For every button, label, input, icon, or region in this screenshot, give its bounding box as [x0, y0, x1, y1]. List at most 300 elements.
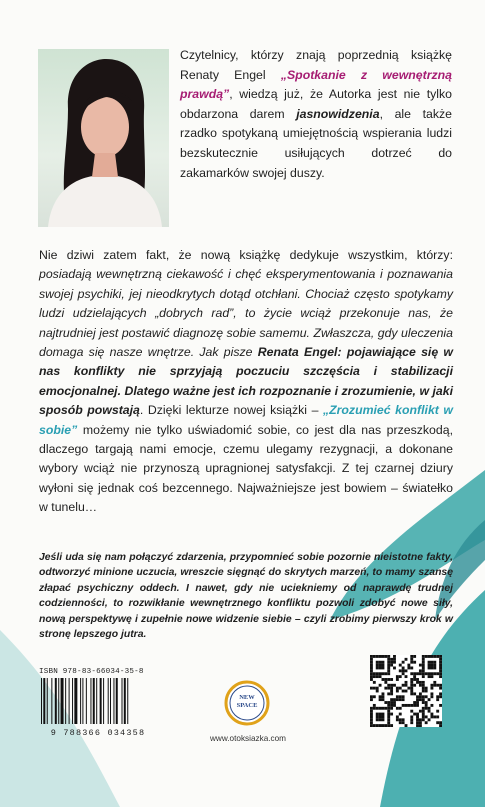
qr-module — [390, 687, 393, 690]
qr-module — [436, 655, 439, 658]
qr-module — [436, 672, 439, 675]
qr-module — [410, 655, 413, 658]
barcode-bar — [72, 678, 73, 724]
qr-module — [376, 718, 379, 721]
qr-module — [382, 692, 385, 695]
qr-module — [407, 704, 410, 707]
qr-module — [370, 724, 373, 727]
qr-module — [379, 661, 382, 664]
qr-module — [410, 692, 413, 695]
qr-module — [416, 678, 419, 681]
qr-module — [405, 675, 408, 678]
qr-module — [382, 664, 385, 667]
qr-module — [379, 655, 382, 658]
qr-module — [390, 701, 393, 704]
qr-module — [428, 710, 431, 713]
qr-module — [439, 695, 442, 698]
qr-module — [384, 678, 387, 681]
qr-module — [439, 672, 442, 675]
qr-module — [430, 655, 433, 658]
qr-module — [439, 655, 442, 658]
qr-module — [379, 698, 382, 701]
qr-module — [370, 710, 373, 713]
qr-module — [410, 667, 413, 670]
qr-module — [402, 698, 405, 701]
qr-module — [387, 713, 390, 716]
qr-module — [416, 672, 419, 675]
qr-module — [393, 698, 396, 701]
qr-module — [413, 704, 416, 707]
qr-code[interactable] — [370, 655, 442, 727]
qr-module — [419, 684, 422, 687]
intro-text-1: Czytelnicy, którzy znają poprzednią książkę Renaty Engel — [180, 48, 452, 82]
qr-module — [422, 669, 425, 672]
qr-module — [413, 655, 416, 658]
qr-module — [376, 672, 379, 675]
qr-module — [422, 701, 425, 704]
qr-module — [428, 707, 431, 710]
author-quote: : pojawiające się w nas konflikty nie sprzyjają poczuciu szczęścia i stabilizacji emocjonalnej. Dlatego ważne jest ich rozpoznanie i zrozumienie, w jaki sposób powstają — [39, 345, 453, 418]
qr-module — [430, 715, 433, 718]
qr-module — [422, 681, 425, 684]
qr-module — [387, 667, 390, 670]
publisher-logo-text — [224, 694, 270, 710]
qr-module — [436, 710, 439, 713]
barcode-bar — [41, 678, 42, 724]
qr-module — [439, 721, 442, 724]
qr-module — [410, 718, 413, 721]
qr-module — [393, 684, 396, 687]
qr-module — [370, 698, 373, 701]
qr-module — [430, 704, 433, 707]
qr-module — [430, 667, 433, 670]
qr-module — [419, 681, 422, 684]
qr-module — [399, 669, 402, 672]
qr-module — [425, 704, 428, 707]
qr-module — [390, 661, 393, 664]
qr-module — [382, 695, 385, 698]
qr-module — [370, 672, 373, 675]
qr-module — [410, 684, 413, 687]
qr-module — [370, 718, 373, 721]
qr-module — [396, 707, 399, 710]
qr-module — [393, 701, 396, 704]
body-text-4: możemy nie tylko uświadomić sobie, co jest dla nas przeszkodą, dlaczego targają nami emocje, czemu ulegamy rezygnacji, a dokonane wybory wciąż nie przynoszą upragnionej satysfakcji. Z tej czarnej dziury wyłoni się jednak coś bezcennego. Najważniejsze jest bowiem – światełko w tunelu… — [39, 422, 453, 515]
qr-module — [425, 672, 428, 675]
qr-module — [382, 678, 385, 681]
qr-module — [370, 713, 373, 716]
qr-module — [379, 675, 382, 678]
qr-module — [376, 690, 379, 693]
barcode-bar — [96, 678, 97, 724]
qr-module — [425, 707, 428, 710]
qr-module — [410, 658, 413, 661]
qr-module — [402, 704, 405, 707]
qr-module — [422, 687, 425, 690]
isbn-label: ISBN 978-83-66034-35-8 — [39, 668, 144, 676]
qr-module — [373, 681, 376, 684]
qr-module — [416, 681, 419, 684]
qr-module — [379, 672, 382, 675]
qr-module — [399, 687, 402, 690]
qr-module — [419, 721, 422, 724]
intro-paragraph — [180, 46, 452, 183]
qr-module — [384, 655, 387, 658]
qr-module — [419, 698, 422, 701]
qr-module — [430, 692, 433, 695]
qr-module — [373, 695, 376, 698]
qr-module — [370, 675, 373, 678]
qr-module — [413, 692, 416, 695]
barcode-bar — [80, 678, 81, 724]
qr-module — [390, 690, 393, 693]
qr-module — [419, 692, 422, 695]
qr-module — [379, 664, 382, 667]
neck-shape — [92, 153, 118, 177]
qr-module — [413, 661, 416, 664]
qr-module — [387, 707, 390, 710]
qr-module — [416, 695, 419, 698]
closing-quote: Jeśli uda się nam połączyć zdarzenia, przypomnieć sobie pozornie nieistotne fakty, odtworzyć minione uczucia, wreszcie sięgnąć do skrytych marzeń, to mamy szansę złapać psychiczny oddech. I nawet, gdy nie uciekniemy od naprawdę trudnej codzienności, to rozwikłanie wewnętrznego konfliktu pozwoli zdobyć nowe siły, nową perspektywę i zupełnie nowe widzenie siebie – czyli zrobimy pierwszy krok w stronę lepszego jutra. — [39, 552, 453, 641]
qr-module — [390, 724, 393, 727]
qr-module — [384, 681, 387, 684]
qr-module — [422, 664, 425, 667]
qr-module — [419, 718, 422, 721]
qr-module — [422, 718, 425, 721]
qr-module — [387, 718, 390, 721]
qr-module — [387, 701, 390, 704]
qr-module — [422, 672, 425, 675]
qr-module — [382, 715, 385, 718]
logo-line-1: NEW — [239, 694, 255, 701]
gift-word: jasnowidzenia — [296, 106, 380, 121]
qr-module — [439, 675, 442, 678]
qr-module — [405, 690, 408, 693]
qr-module — [425, 701, 428, 704]
qr-module — [430, 664, 433, 667]
qr-module — [436, 684, 439, 687]
qr-module — [390, 684, 393, 687]
qr-module — [410, 678, 413, 681]
qr-module — [430, 661, 433, 664]
qr-module — [410, 672, 413, 675]
qr-module — [439, 667, 442, 670]
qr-module — [376, 715, 379, 718]
qr-module — [422, 707, 425, 710]
qr-module — [387, 721, 390, 724]
qr-module — [407, 687, 410, 690]
qr-module — [373, 707, 376, 710]
barcode-bar — [58, 678, 59, 724]
qr-module — [390, 664, 393, 667]
qr-module — [422, 690, 425, 693]
barcode-bar — [61, 678, 64, 724]
author-name: Renata Engel — [257, 345, 338, 360]
qr-module — [379, 707, 382, 710]
qr-module — [399, 698, 402, 701]
barcode-bar — [47, 678, 48, 724]
publisher-url[interactable]: www.otoksiazka.com — [210, 734, 286, 743]
qr-module — [382, 655, 385, 658]
qr-module — [422, 713, 425, 716]
body-italic-text: posiadają wewnętrzną ciekawość i chęć eksperymentowania i poznawania swojej psychiki, jej nieodkrytych dotąd otchłani. Chociaż często spotykamy ludzi udzielających „dobrych rad”, to życie wciąż przekonuje nas, że najtrudniej jest postawić diagnozę sobie samemu. Zwłaszcza, gdy uleczenia domaga się nasze wnętrze. Jak pisze — [39, 267, 453, 360]
qr-module — [425, 655, 428, 658]
qr-module — [376, 687, 379, 690]
qr-module — [393, 661, 396, 664]
qr-module — [382, 698, 385, 701]
barcode-bar — [124, 678, 126, 724]
qr-module — [393, 704, 396, 707]
qr-module — [382, 661, 385, 664]
qr-module — [439, 684, 442, 687]
qr-module — [387, 655, 390, 658]
body-text-3: . Dzięki lekturze nowej książki – — [139, 403, 323, 418]
qr-module — [376, 713, 379, 716]
qr-module — [393, 655, 396, 658]
qr-module — [402, 718, 405, 721]
intro-text-2: , wiedzą już, że Autorka jest nie tylko obdarzona darem — [180, 87, 452, 121]
author-photo — [38, 49, 169, 227]
qr-module — [410, 661, 413, 664]
qr-module — [416, 715, 419, 718]
qr-module — [373, 655, 376, 658]
qr-module — [402, 672, 405, 675]
qr-module — [402, 684, 405, 687]
qr-module — [379, 713, 382, 716]
qr-module — [405, 658, 408, 661]
qr-module — [376, 724, 379, 727]
barcode-bar — [93, 678, 95, 724]
barcode-bar — [110, 678, 111, 724]
qr-module — [376, 661, 379, 664]
qr-module — [419, 695, 422, 698]
qr-module — [413, 678, 416, 681]
qr-module — [413, 684, 416, 687]
barcode-bar — [51, 678, 52, 724]
qr-module — [402, 669, 405, 672]
barcode-bar — [86, 678, 87, 724]
qr-module — [390, 704, 393, 707]
qr-module — [379, 715, 382, 718]
barcode-bar — [122, 678, 123, 724]
barcode-bar — [103, 678, 104, 724]
qr-module — [422, 710, 425, 713]
qr-module — [396, 678, 399, 681]
qr-module — [376, 675, 379, 678]
qr-module — [396, 695, 399, 698]
previous-book-title: „Spotkanie z wewnętrzną prawdą” — [180, 67, 452, 102]
qr-module — [370, 664, 373, 667]
qr-module — [439, 664, 442, 667]
qr-module — [387, 715, 390, 718]
qr-module — [373, 724, 376, 727]
qr-module — [416, 698, 419, 701]
qr-module — [439, 687, 442, 690]
qr-module — [387, 669, 390, 672]
qr-module — [439, 704, 442, 707]
qr-module — [393, 667, 396, 670]
qr-module — [430, 684, 433, 687]
barcode-bar — [113, 678, 114, 724]
qr-module — [425, 715, 428, 718]
qr-module — [402, 721, 405, 724]
qr-module — [373, 675, 376, 678]
qr-module — [419, 664, 422, 667]
barcode-digits: 9 788366 034358 — [50, 728, 146, 738]
qr-module — [387, 692, 390, 695]
qr-module — [387, 687, 390, 690]
qr-module — [399, 721, 402, 724]
qr-module — [370, 687, 373, 690]
qr-module — [396, 687, 399, 690]
barcode-bar — [116, 678, 118, 724]
qr-module — [376, 664, 379, 667]
barcode-bar — [65, 678, 66, 724]
qr-module — [419, 672, 422, 675]
qr-module — [422, 661, 425, 664]
qr-module — [396, 690, 399, 693]
qr-module — [439, 692, 442, 695]
qr-module — [370, 721, 373, 724]
qr-module — [413, 675, 416, 678]
barcode-bars — [39, 678, 157, 728]
face-shape — [81, 97, 129, 157]
qr-module — [410, 710, 413, 713]
qr-module — [433, 664, 436, 667]
qr-module — [436, 698, 439, 701]
barcode-bar — [100, 678, 102, 724]
qr-module — [413, 701, 416, 704]
qr-module — [399, 713, 402, 716]
isbn-barcode — [39, 668, 157, 738]
qr-module — [410, 715, 413, 718]
publisher-logo — [224, 680, 270, 726]
qr-module — [387, 724, 390, 727]
barcode-bar — [74, 678, 77, 724]
qr-module — [376, 707, 379, 710]
qr-module — [384, 701, 387, 704]
qr-module — [410, 681, 413, 684]
qr-module — [399, 675, 402, 678]
qr-module — [416, 721, 419, 724]
qr-module — [393, 658, 396, 661]
qr-module — [416, 713, 419, 716]
qr-module — [373, 687, 376, 690]
qr-module — [439, 669, 442, 672]
qr-module — [433, 681, 436, 684]
qr-module — [373, 672, 376, 675]
qr-module — [370, 669, 373, 672]
qr-module — [428, 675, 431, 678]
qr-module — [428, 661, 431, 664]
qr-module — [390, 713, 393, 716]
qr-module — [382, 672, 385, 675]
body-text-1: Nie dziwi zatem fakt, że nową książkę dedykuje wszystkim, którzy: — [39, 248, 453, 262]
barcode-bar — [127, 678, 128, 724]
qr-module — [382, 724, 385, 727]
qr-module — [422, 695, 425, 698]
qr-module — [410, 721, 413, 724]
qr-module — [436, 721, 439, 724]
qr-module — [425, 690, 428, 693]
qr-module — [370, 658, 373, 661]
qr-module — [413, 672, 416, 675]
qr-module — [402, 667, 405, 670]
qr-module — [390, 678, 393, 681]
qr-module — [422, 698, 425, 701]
qr-module — [373, 704, 376, 707]
qr-module — [390, 707, 393, 710]
qr-module — [419, 710, 422, 713]
qr-module — [407, 667, 410, 670]
qr-module — [428, 698, 431, 701]
qr-module — [428, 718, 431, 721]
qr-module — [410, 690, 413, 693]
qr-module — [425, 721, 428, 724]
qr-module — [433, 655, 436, 658]
qr-module — [387, 678, 390, 681]
qr-module — [399, 718, 402, 721]
qr-module — [379, 718, 382, 721]
qr-module — [439, 724, 442, 727]
qr-module — [376, 667, 379, 670]
qr-module — [425, 687, 428, 690]
qr-module — [396, 675, 399, 678]
barcode-bar — [108, 678, 109, 724]
qr-module — [387, 672, 390, 675]
qr-module — [422, 658, 425, 661]
qr-module — [379, 684, 382, 687]
qr-module — [387, 661, 390, 664]
qr-module — [384, 724, 387, 727]
qr-module — [405, 669, 408, 672]
qr-module — [390, 698, 393, 701]
qr-module — [382, 667, 385, 670]
qr-module — [370, 715, 373, 718]
qr-module — [384, 687, 387, 690]
qr-module — [430, 695, 433, 698]
barcode-bar — [69, 678, 70, 724]
qr-module — [436, 695, 439, 698]
barcode-bar — [43, 678, 45, 724]
qr-module — [433, 715, 436, 718]
qr-module — [387, 684, 390, 687]
qr-module — [433, 672, 436, 675]
barcode-bar — [82, 678, 83, 724]
qr-module — [430, 687, 433, 690]
barcode-bar — [90, 678, 91, 724]
qr-module — [430, 675, 433, 678]
new-book-title: „Zrozumieć konflikt w sobie” — [39, 403, 453, 437]
qr-module — [405, 681, 408, 684]
qr-module — [419, 724, 422, 727]
body-paragraph — [39, 246, 453, 518]
intro-text-3: , ale także rzadko spotykaną umiejętnością wspierania ludzi bezskutecznie usiłujących dotrzeć do zakamarków swojej duszy. — [180, 106, 452, 180]
qr-module — [419, 669, 422, 672]
qr-module — [422, 655, 425, 658]
qr-module — [387, 710, 390, 713]
qr-module — [396, 715, 399, 718]
qr-module — [399, 664, 402, 667]
qr-module — [382, 718, 385, 721]
qr-module — [402, 690, 405, 693]
qr-module — [416, 724, 419, 727]
qr-module — [428, 667, 431, 670]
qr-module — [407, 664, 410, 667]
qr-module — [402, 695, 405, 698]
qr-module — [422, 667, 425, 670]
qr-module — [399, 707, 402, 710]
